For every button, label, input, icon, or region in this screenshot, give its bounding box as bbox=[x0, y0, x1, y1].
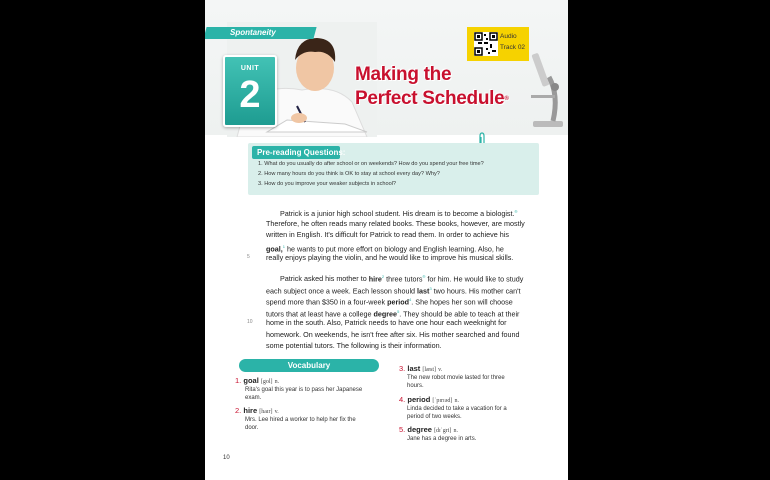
passage-line: spend more than $350 in a four-week period$^4$. She hopes her son will choose bbox=[266, 297, 513, 307]
qr-code-icon bbox=[474, 32, 498, 56]
vocab-word: 5. degree [dɪˈgri] n. bbox=[399, 425, 458, 434]
vocab-word: 4. period [ˈpɪrɪəd] n. bbox=[399, 395, 459, 404]
vocab-example: Rita's goal this year is to pass her Japanese bbox=[245, 387, 363, 393]
audio-track-number: Track 02 bbox=[500, 44, 526, 51]
title-line-1: Making the bbox=[355, 64, 452, 85]
page-number: 10 bbox=[223, 455, 230, 461]
title-line-2: Perfect Schedule bbox=[355, 88, 505, 109]
pre-reading-title: Pre-reading Questions: bbox=[257, 148, 346, 157]
vocab-example: period of two weeks. bbox=[407, 414, 462, 420]
audio-label: Audio bbox=[500, 33, 517, 40]
unit-number: 2 bbox=[239, 74, 261, 116]
line-number: 10 bbox=[247, 319, 253, 325]
unit-label: UNIT bbox=[240, 65, 260, 72]
microscope-icon bbox=[525, 45, 565, 130]
passage-line: really enjoys playing the violin, and he would like to improve his musical skills. bbox=[266, 253, 514, 262]
vocab-example: Linda decided to take a vacation for a bbox=[407, 406, 507, 412]
passage-line: goal,$^1$ he wants to put more effort on biology and English learning. Also, he bbox=[266, 244, 504, 254]
pre-reading-question: 1. What do you usually do after school or on weekends? How do you spend your free time? bbox=[258, 161, 484, 167]
vocab-example: exam. bbox=[245, 395, 262, 401]
passage-line: tutors that at least have a college degree$^5$. They should be able to teach at their bbox=[266, 309, 520, 319]
title-mark: ® bbox=[504, 96, 509, 102]
passage-line: written in English. It's difficult for Patrick to read them. In order to achieve his bbox=[266, 230, 509, 239]
passage-line: Patrick is a junior high school student. His dream is to become a biologist.® bbox=[280, 209, 518, 219]
passage-line: each subject once a week. Each lesson should last$^3$ two hours. His mother can't bbox=[266, 286, 521, 296]
passage-line: Patrick asked his mother to hire$^2$ three tutors® for him. He would like to study bbox=[280, 274, 524, 284]
vocab-example: Jane has a degree in arts. bbox=[407, 436, 477, 442]
passage-line: some potential tutors. The following is their information. bbox=[266, 341, 442, 350]
line-number: 5 bbox=[247, 254, 250, 260]
vocabulary-title: Vocabulary bbox=[287, 361, 331, 370]
textbook-page bbox=[205, 0, 568, 480]
passage-line: home in the south. Also, Patrick needs to have one hour each weeknight for bbox=[266, 318, 507, 327]
vocab-example: Mrs. Lee hired a worker to help her fix the bbox=[245, 417, 356, 423]
vocab-example: The new robot movie lasted for three bbox=[407, 375, 505, 381]
page-title bbox=[355, 63, 509, 111]
audio-track-tag[interactable] bbox=[467, 27, 529, 61]
unit-badge bbox=[223, 55, 277, 127]
vocab-example: door. bbox=[245, 425, 259, 431]
vocab-word: 1. goal [gol] n. bbox=[235, 376, 280, 385]
vocab-word: 3. last [læst] v. bbox=[399, 364, 443, 373]
pre-reading-question: 2. How many hours do you think is OK to stay at school every day? Why? bbox=[258, 171, 440, 177]
passage-line: Therefore, he often reads many related books. These books, however, are mostly bbox=[266, 219, 525, 228]
vocab-word: 2. hire [haɪr] v. bbox=[235, 406, 279, 415]
vocab-example: hours. bbox=[407, 383, 424, 389]
section-label: Spontaneity bbox=[230, 28, 276, 37]
passage-line: homework. On weekends, he isn't free after six. His mother searched and found bbox=[266, 330, 520, 339]
pre-reading-question: 3. How do you improve your weaker subjects in school? bbox=[258, 181, 397, 187]
